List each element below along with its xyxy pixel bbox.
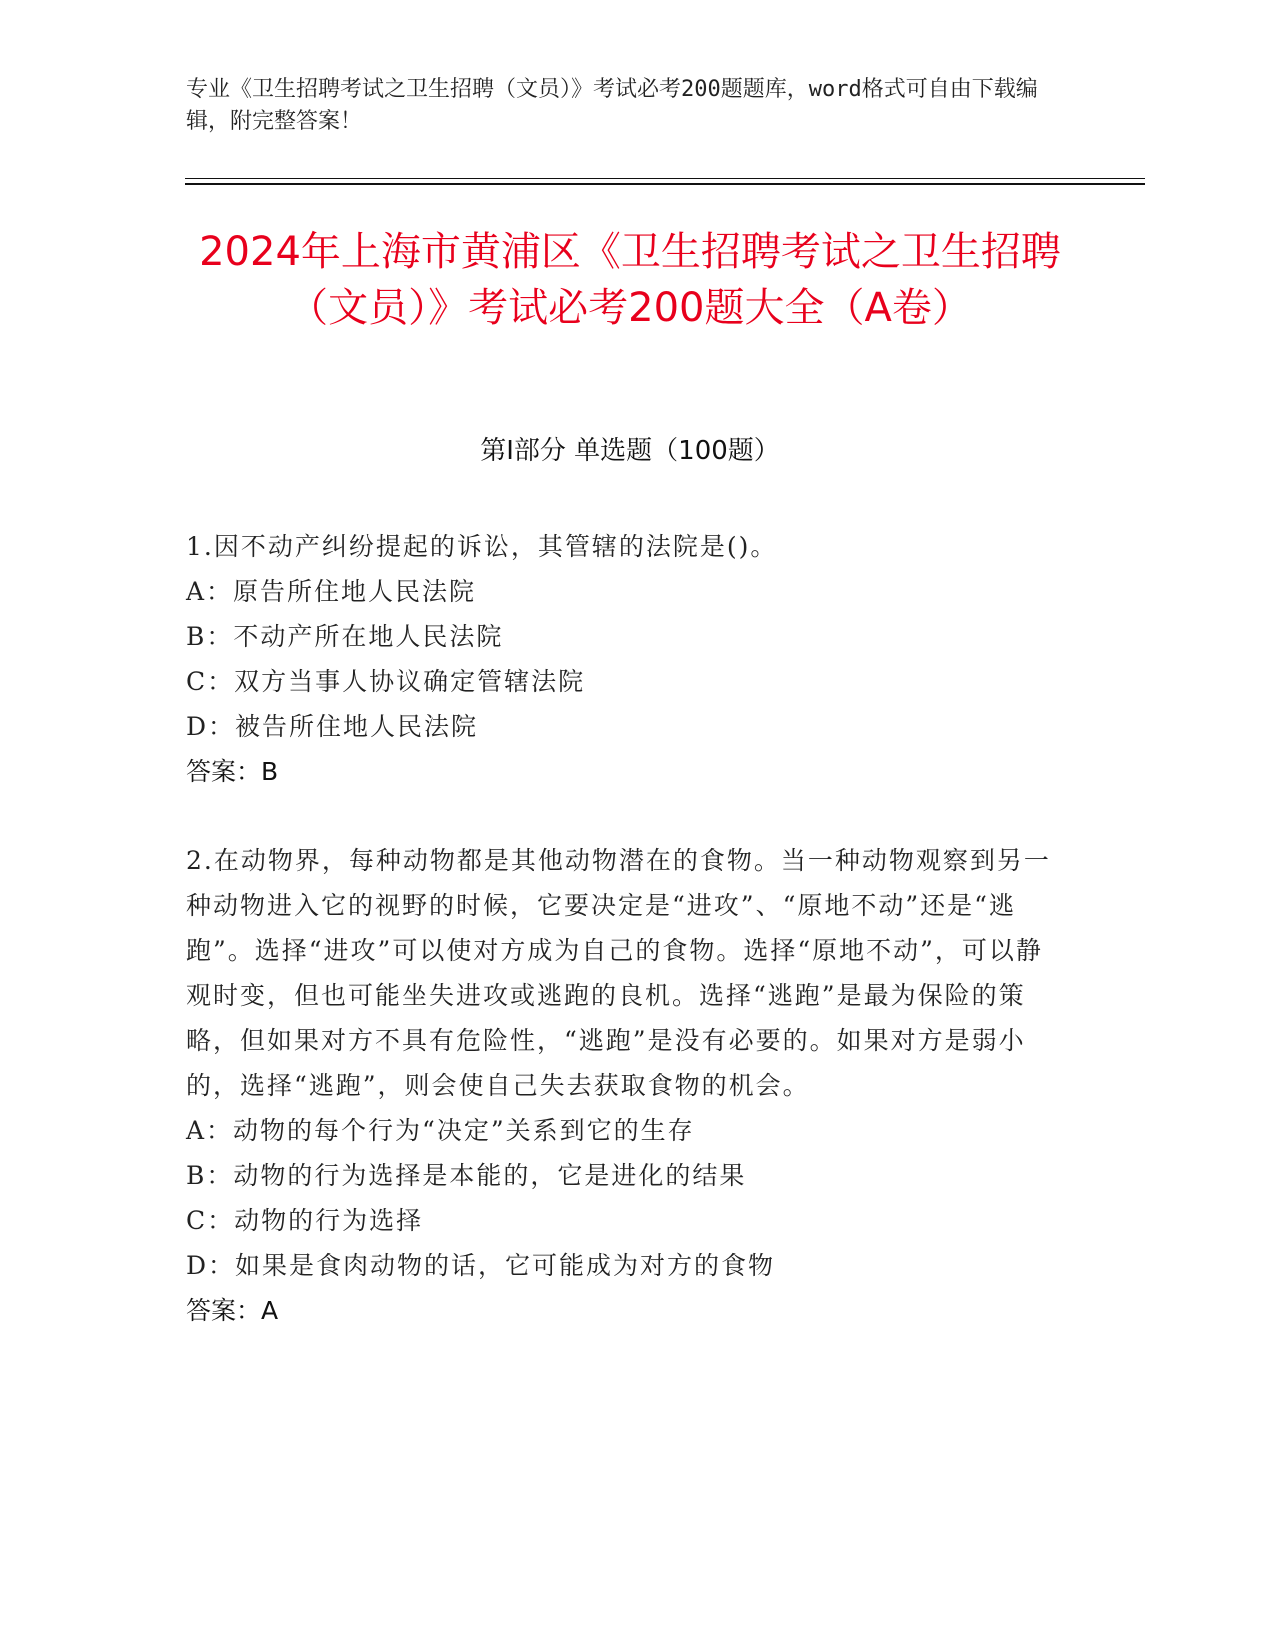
question-1 (186, 524, 1056, 794)
question-stem: 1.因不动产纠纷提起的诉讼，其管辖的法院是()。 (186, 532, 778, 561)
option-d: D：如果是食肉动物的话，它可能成为对方的食物 (186, 1251, 776, 1280)
option-b: B：不动产所在地人民法院 (186, 622, 504, 651)
option-b: B：动物的行为选择是本能的，它是进化的结果 (186, 1161, 747, 1190)
question-stem: 2.在动物界，每种动物都是其他动物潜在的食物。当一种动物观察到另一种动物进入它的视野的时候，它要决定是“进攻”、“原地不动”还是“逃跑”。选择“进攻”可以使对方成为自己的食物。选择“原地不动”，可以静观时变，但也可能坐失进攻或逃跑的良机。选择“逃跑”是最为保险的策略，但如果对方不具有危险性，“逃跑”是没有必要的。如果对方是弱小的，选择“逃跑”，则会使自己失去获取食物的机会。 (186, 846, 1051, 1100)
header-divider-thick (185, 183, 1145, 185)
document-title: 2024年上海市黄浦区《卫生招聘考试之卫生招聘（文员）》考试必考200题大全（A卷） (199, 229, 1061, 331)
question-2 (186, 838, 1056, 1333)
answer: 答案：B (186, 757, 279, 786)
header-note: 专业《卫生招聘考试之卫生招聘（文员）》考试必考200题题库，word格式可自由下载编辑，附完整答案！ (186, 77, 1038, 134)
option-c: C：动物的行为选择 (186, 1206, 424, 1235)
option-a: A：原告所住地人民法院 (186, 577, 477, 606)
option-d: D：被告所住地人民法院 (186, 712, 479, 741)
option-c: C：双方当事人协议确定管辖法院 (186, 667, 586, 696)
section-heading: 第I部分 单选题（100题） (480, 436, 780, 466)
header-divider-thin (185, 178, 1145, 179)
option-a: A：动物的每个行为“决定”关系到它的生存 (186, 1116, 695, 1145)
answer: 答案：A (186, 1296, 279, 1325)
